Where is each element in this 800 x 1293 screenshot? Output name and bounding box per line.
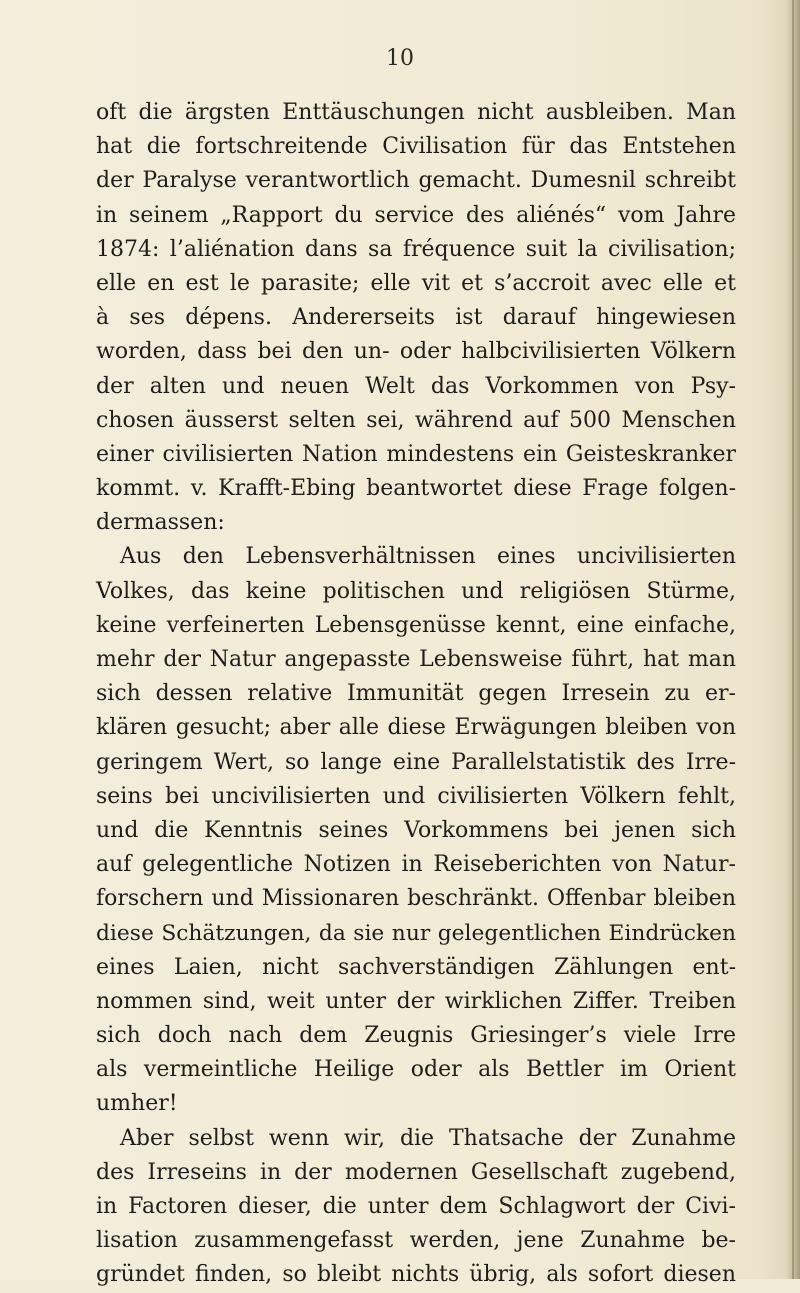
text-line: forschern und Missionaren beschränkt. Offenbar bleiben <box>96 886 736 912</box>
body-text <box>96 96 736 1293</box>
text-line: chosen äusserst selten sei, während auf 500 Menschen <box>96 407 736 433</box>
text-line: lisation zusammengefasst werden, jene Zunahme be- <box>96 1228 736 1254</box>
page-edge-line <box>792 0 794 1279</box>
text-line: dermassen: <box>96 510 225 536</box>
text-line: gründet finden, so bleibt nichts übrig, als sofort diesen <box>96 1262 736 1288</box>
text-line: nommen sind, weit unter der wirklichen Ziffer. Treiben <box>96 988 736 1014</box>
text-line: und die Kenntnis seines Vorkommens bei jenen sich <box>96 817 736 843</box>
text-line: des Irreseins in der modernen Gesellschaft zugebend, <box>96 1159 736 1185</box>
text-line: einer civilisierten Nation mindestens ein Geisteskranker <box>96 441 736 467</box>
text-line: sich dessen relative Immunität gegen Irresein zu er- <box>96 681 736 707</box>
text-line: Aber selbst wenn wir, die Thatsache der Zunahme <box>120 1125 736 1151</box>
text-line: auf gelegentliche Notizen in Reiseberichten von Natur- <box>96 852 736 878</box>
text-line: klären gesucht; aber alle diese Erwägungen bleiben von <box>96 715 736 741</box>
text-line: 1874: l’aliénation dans sa fréquence suit la civilisation; <box>96 236 736 262</box>
text-line: oft die ärgsten Enttäuschungen nicht ausbleiben. Man <box>96 100 736 125</box>
text-line: à ses dépens. Andererseits ist darauf hingewiesen <box>96 305 736 331</box>
text-line: elle en est le parasite; elle vit et s’accroit avec elle et <box>96 270 736 296</box>
text-line: diese Schätzungen, da sie nur gelegentlichen Eindrücken <box>96 920 736 946</box>
text-line: in Factoren dieser, die unter dem Schlagwort der Civi- <box>96 1194 736 1219</box>
text-line: Volkes, das keine politischen und religiösen Stürme, <box>96 578 736 604</box>
text-line: seins bei uncivilisierten und civilisierten Völkern fehlt, <box>96 783 736 809</box>
text-line: der alten und neuen Welt das Vorkommen von Psy- <box>96 373 736 399</box>
text-line: worden, dass bei den un- oder halbcivilisierten Völkern <box>96 339 736 365</box>
text-line: Aus den Lebensverhältnissen eines uncivilisierten <box>120 544 736 570</box>
text-line: eines Laien, nicht sachverständigen Zählungen ent- <box>96 954 736 980</box>
text-line: als vermeintliche Heilige oder als Bettler im Orient <box>96 1057 736 1083</box>
text-line: der Paralyse verantwortlich gemacht. Dumesnil schreibt <box>96 168 736 194</box>
text-line: sich doch nach dem Zeugnis Griesinger’s viele Irre <box>96 1023 736 1049</box>
text-line: geringem Wert, so lange eine Parallelstatistik des Irre- <box>96 749 736 775</box>
text-line: keine verfeinerten Lebensgenüsse kennt, eine einfache, <box>96 612 736 638</box>
text-line: mehr der Natur angepasste Lebensweise führt, hat man <box>96 647 736 672</box>
page-number: 10 <box>386 46 414 71</box>
text-line: hat die fortschreitende Civilisation für das Entstehen <box>96 134 736 160</box>
text-line: kommt. v. Krafft-Ebing beantwortet diese Frage folgen- <box>96 476 736 502</box>
text-line: in seinem „Rapport du service des aliénés“ vom Jahre <box>96 202 736 228</box>
text-line: umher! <box>96 1091 178 1117</box>
